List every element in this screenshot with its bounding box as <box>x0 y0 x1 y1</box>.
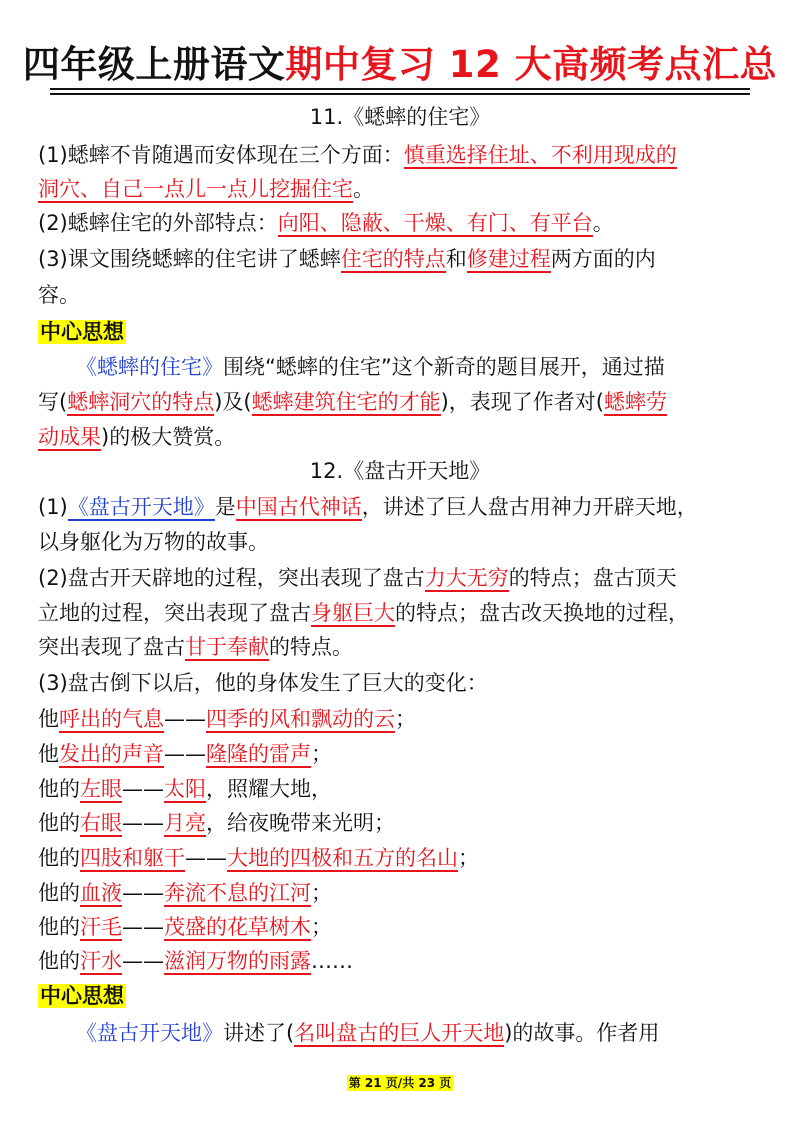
s11-line4: (3)课文围绕蟋蟀的住宅讲了蟋蟀住宅的特点和修建过程两方面的内 <box>38 247 656 271</box>
change-item: 他的右眼——月亮，给夜晚带来光明； <box>38 811 395 835</box>
change-item: 他的汗毛——茂盛的花草树木； <box>38 915 332 939</box>
s12-line6: (3)盘古倒下以后，他的身体发生了巨大的变化： <box>38 671 488 695</box>
change-item: 他的血液——奔流不息的江河； <box>38 881 332 905</box>
answer: 动成果 <box>38 425 101 449</box>
s12-center-label: 中心思想 <box>40 984 124 1008</box>
answer: 甘于奉献 <box>185 635 269 659</box>
change-item: 他发出的声音——隆隆的雷声； <box>38 742 332 766</box>
answer: 洞穴、自己一点儿一点儿挖掘住宅 <box>38 177 353 201</box>
answer: 向阳、隐蔽、干燥、有门、有平台 <box>277 211 593 235</box>
title-part2: 期中复习 12 大高频考点汇总 <box>285 43 778 86</box>
s12-center-line1: 《盘古开天地》讲述了(名叫盘古的巨人开天地)的故事。作者用 <box>76 1021 660 1045</box>
s11-center-line3: 动成果)的极大赞赏。 <box>38 425 236 449</box>
answer: 蟋蟀劳 <box>603 390 667 414</box>
answer: 力大无穷 <box>424 566 509 590</box>
answer: 身躯巨大 <box>311 601 395 625</box>
answer: 蟋蟀建筑住宅的才能 <box>251 390 441 414</box>
s11-center-line2: 写(蟋蟀洞穴的特点)及(蟋蟀建筑住宅的才能)，表现了作者对(蟋蟀劳 <box>38 390 667 414</box>
section-11-heading: 11.《蟋蟀的住宅》 <box>309 105 491 129</box>
section-12-heading: 12.《盘古开天地》 <box>309 459 491 483</box>
answer: 蟋蟀洞穴的特点 <box>67 390 215 414</box>
s11-center-line1: 《蟋蟀的住宅》围绕“蟋蟀的住宅”这个新奇的题目展开，通过描 <box>76 355 665 379</box>
s11-line5: 容。 <box>38 283 80 307</box>
s11-line3: (2)蟋蟀住宅的外部特点：向阳、隐蔽、干燥、有门、有平台。 <box>38 211 614 235</box>
title-rule-top <box>50 88 750 90</box>
change-item: 他的汗水——滋润万物的雨露…… <box>38 949 353 973</box>
title-part1: 四年级上册语文 <box>22 43 286 86</box>
title-rule-bottom <box>50 93 750 95</box>
change-item: 他的四肢和躯干——大地的四极和五方的名山； <box>38 846 479 870</box>
s12-line1: (1)《盘古开天地》是中国古代神话，讲述了巨人盘古用神力开辟天地， <box>38 495 698 519</box>
page-footer <box>0 1074 800 1091</box>
answer: 修建过程 <box>466 247 551 271</box>
page-title <box>0 34 800 88</box>
answer: 慎重选择住址、不利用现成的 <box>403 143 677 167</box>
change-item: 他的左眼——太阳，照耀大地， <box>38 777 332 801</box>
answer: 中国古代神话 <box>235 495 362 519</box>
s11-line1: (1)蟋蟀不肯随遇而安体现在三个方面：慎重选择住址、不利用现成的 <box>38 143 677 167</box>
s12-line3: (2)盘古开天辟地的过程，突出表现了盘古力大无穷的特点；盘古顶天 <box>38 566 677 590</box>
s12-line5: 突出表现了盘古甘于奉献的特点。 <box>38 635 353 659</box>
s12-line2: 以身躯化为万物的故事。 <box>38 530 269 554</box>
s11-center-label: 中心思想 <box>40 320 124 344</box>
s12-line4: 立地的过程，突出表现了盘古身躯巨大的特点；盘古改天换地的过程， <box>38 601 689 625</box>
answer: 名叫盘古的巨人开天地 <box>294 1021 505 1045</box>
s11-line2: 洞穴、自己一点儿一点儿挖掘住宅。 <box>38 177 374 201</box>
answer: 住宅的特点 <box>340 247 446 271</box>
change-item: 他呼出的气息——四季的风和飘动的云； <box>38 707 416 731</box>
page-number: 第 21 页/共 23 页 <box>348 1076 452 1090</box>
